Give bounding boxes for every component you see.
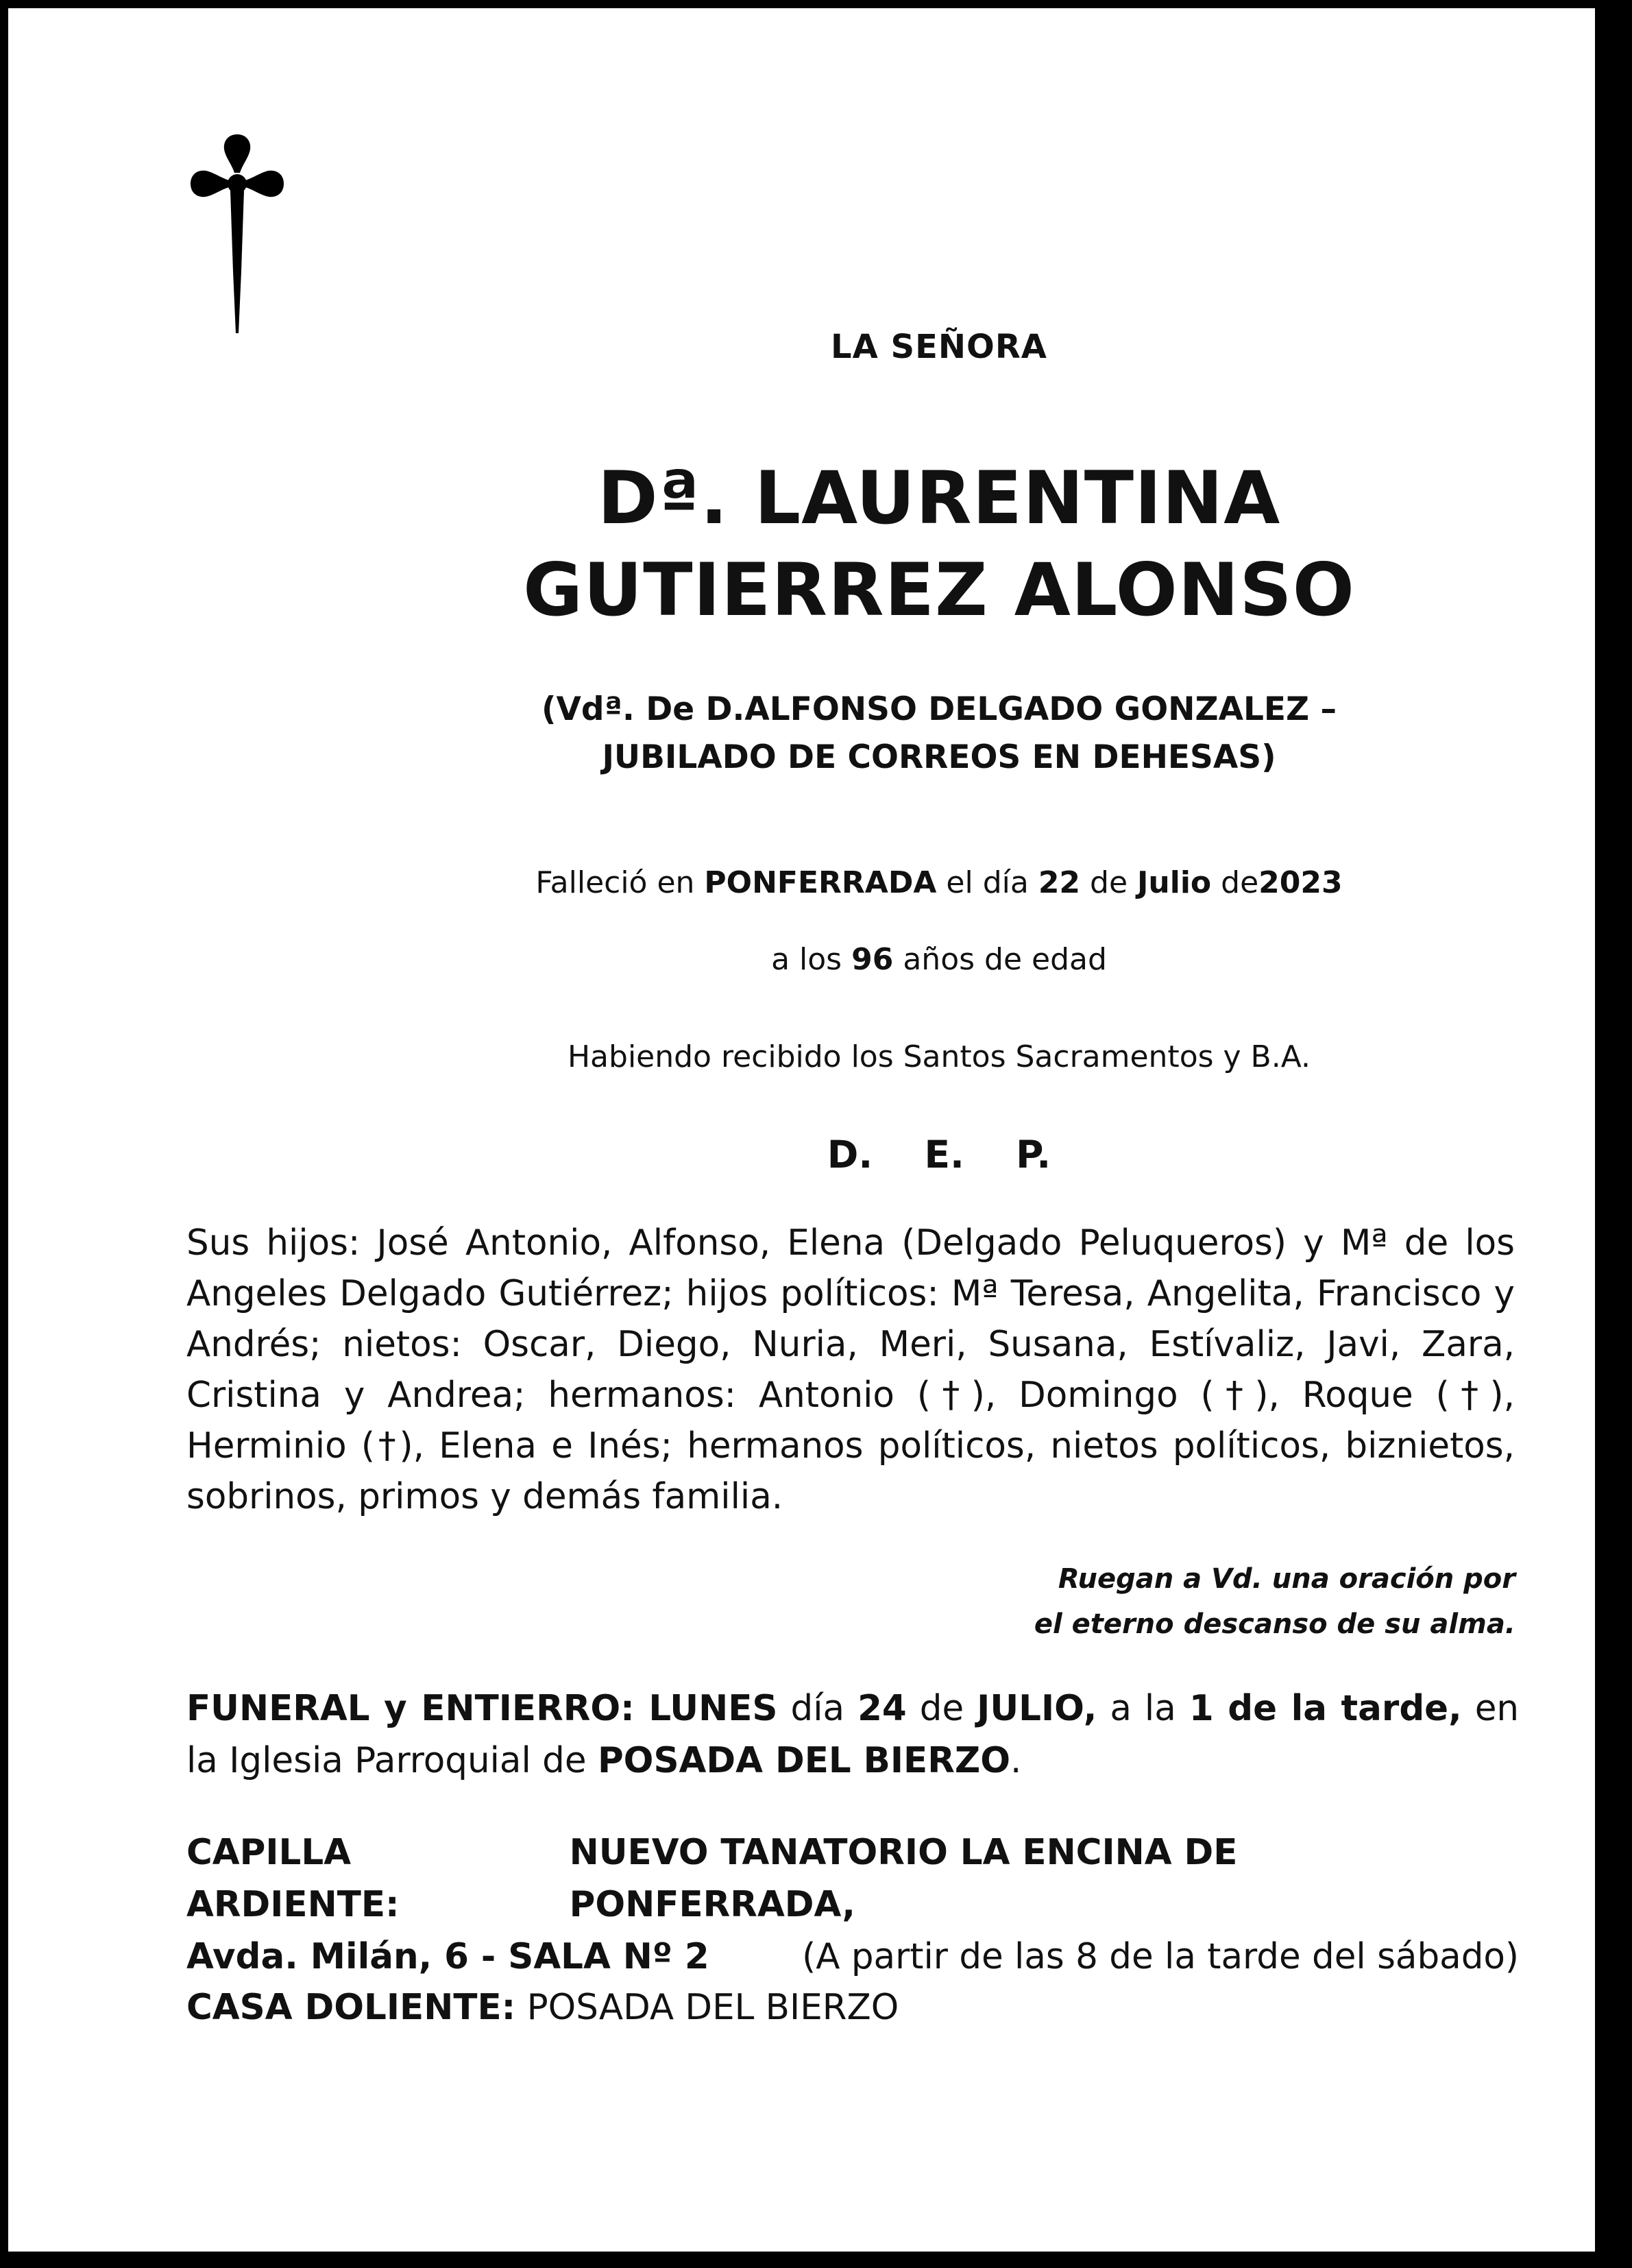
santiago-cross-icon [191, 134, 284, 333]
deceased-name-line1: Dª. LAURENTINA [597, 456, 1281, 540]
funeral-label: FUNERAL y ENTIERRO: LUNES [186, 1688, 778, 1729]
dep-initials: D. E. P. [827, 1133, 1051, 1177]
honorific-label: LA SEÑORA [831, 328, 1047, 366]
chapel-venue: NUEVO TANATORIO LA ENCINA DE PONFERRADA, [569, 1832, 1238, 1925]
chapel-address-row [186, 1931, 1519, 1983]
widow-note-line1: (Vdª. De D.ALFONSO DELGADO GONZALEZ – [541, 690, 1337, 728]
prayer-line1: Ruegan a Vd. una oración por [1058, 1563, 1515, 1595]
deceased-name [356, 453, 1522, 636]
funeral-place: POSADA DEL BIERZO [597, 1740, 1010, 1781]
family-paragraph: Sus hijos: José Antonio, Alfonso, Elena (Delgado Peluqueros) y Mª de los Angeles Delgado Gutiérrez; hijos políticos: Mª Teresa, Angelita, Francisco y Andrés; nietos: Oscar, Diego, Nuria, Meri, Susana, Estívaliz, Javi, Zara, Cristina y Andrea; hermanos: Antonio (†), Domingo (†), Roque (†), Herminio (†), Elena e Inés; hermanos políticos, nietos políticos, biznietos, sobrinos, primos y demás familia. [186, 1222, 1515, 1517]
mourning-house-label: CASA DOLIENTE: [186, 1987, 516, 2028]
age-years: 96 [851, 942, 894, 977]
funeral-day: 24 [857, 1688, 907, 1729]
death-day: 22 [1038, 865, 1081, 900]
prayer-line2: el eterno descanso de su alma. [1034, 1608, 1515, 1640]
deceased-name-line2: GUTIERREZ ALONSO [523, 548, 1355, 632]
sacraments-line: Habiendo recibido los Santos Sacramentos y B.A. [567, 1039, 1311, 1074]
widow-note [356, 686, 1522, 782]
widow-note-line2: JUBILADO DE CORREOS EN DEHESAS) [602, 738, 1276, 776]
death-line: Falleció en PONFERRADA el día 22 de Julio de2023 [535, 865, 1343, 900]
prayer-request [1034, 1556, 1515, 1647]
age-line: a los 96 años de edad [771, 942, 1107, 977]
mourning-house-value: POSADA DEL BIERZO [526, 1987, 899, 2028]
death-year: 2023 [1258, 865, 1343, 900]
chapel-address: Avda. Milán, 6 - SALA Nº 2 [186, 1936, 709, 1977]
death-place: PONFERRADA [704, 865, 937, 900]
chapel-label: CAPILLA ARDIENTE: [186, 1832, 400, 1925]
funeral-info: FUNERAL y ENTIERRO: LUNES día 24 de JULIO, a la 1 de la tarde, en la Iglesia Parroquial de POSADA DEL BIERZO. [186, 1688, 1520, 1781]
chapel-info [186, 1826, 1519, 1983]
chapel-note: (A partir de las 8 de la tarde del sábado) [802, 1936, 1519, 1977]
funeral-time: 1 de la tarde, [1189, 1688, 1462, 1729]
death-month: Julio [1137, 865, 1212, 900]
chapel-venue-row [186, 1826, 1519, 1931]
funeral-month: JULIO, [977, 1688, 1097, 1729]
mourning-house [186, 1981, 1519, 2034]
